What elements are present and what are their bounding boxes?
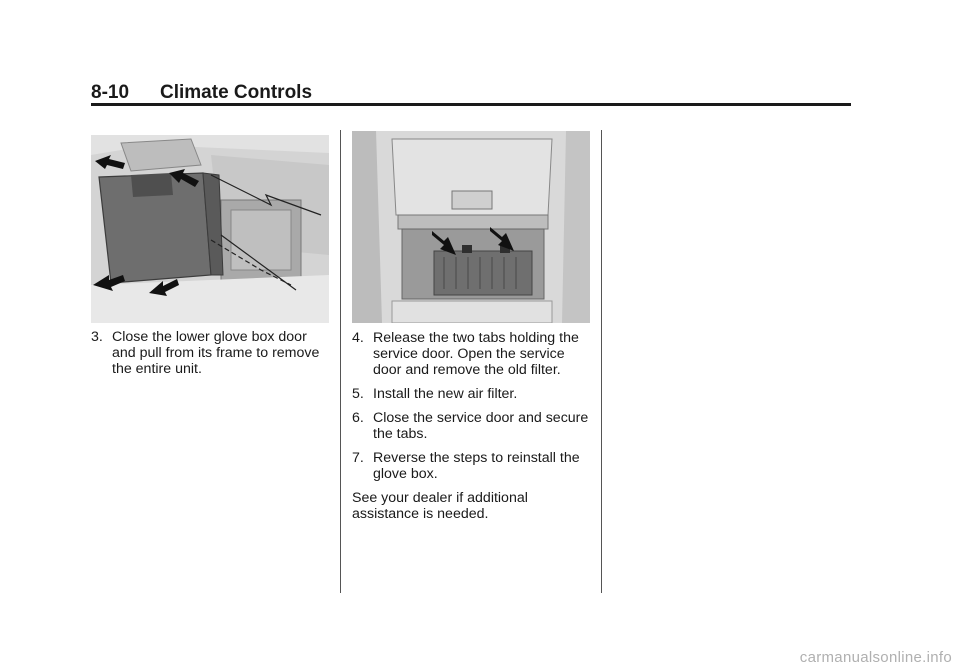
step-4 bbox=[352, 330, 595, 378]
step-text: Close the service door and secure the tabs. bbox=[373, 410, 589, 442]
step-6 bbox=[352, 410, 595, 442]
column-divider-right bbox=[601, 130, 602, 593]
step-number: 5. bbox=[352, 386, 364, 402]
page-header bbox=[91, 80, 851, 108]
dealer-note: See your dealer if additional assistance is needed. bbox=[352, 490, 528, 522]
glove-box-removal-illustration bbox=[91, 135, 329, 323]
header-rule bbox=[91, 103, 851, 106]
step-number: 4. bbox=[352, 330, 364, 346]
middle-column-steps bbox=[352, 330, 595, 522]
step-text: Reverse the steps to reinstall the glove box. bbox=[373, 450, 580, 482]
section-title: Climate Controls bbox=[160, 82, 313, 103]
step-text: Install the new air filter. bbox=[373, 386, 518, 402]
step-3 bbox=[91, 329, 331, 377]
step-5 bbox=[352, 386, 595, 402]
step-number: 6. bbox=[352, 410, 364, 426]
step-number: 7. bbox=[352, 450, 364, 466]
step-text: Close the lower glove box door and pull from its frame to remove the entire unit. bbox=[112, 329, 320, 377]
column-divider-left bbox=[340, 130, 341, 593]
service-door-illustration bbox=[352, 131, 590, 323]
step-7 bbox=[352, 450, 595, 482]
left-column-steps bbox=[91, 329, 331, 385]
watermark: carmanualsonline.info bbox=[799, 649, 952, 666]
page-number: 8-10 bbox=[91, 82, 130, 103]
step-text: Release the two tabs holding the service door. Open the service door and remove the old filter. bbox=[373, 330, 579, 378]
step-number: 3. bbox=[91, 329, 103, 345]
